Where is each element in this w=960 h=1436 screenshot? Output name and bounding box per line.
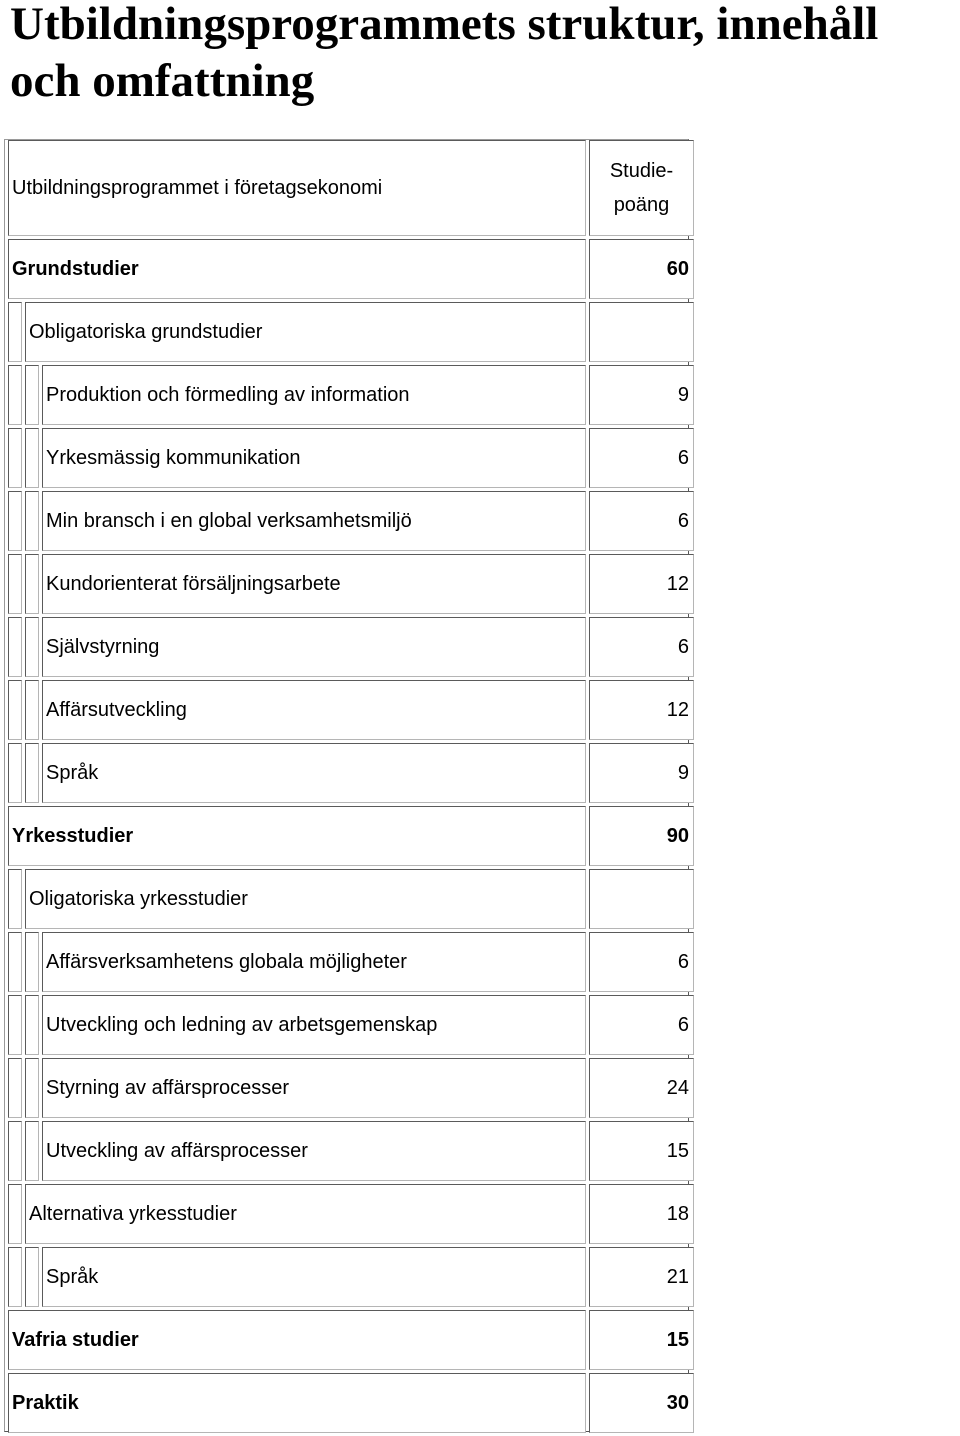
row-credits: 18 [589,1184,694,1244]
indent-cell [8,932,22,992]
row-label: Oligatoriska yrkesstudier [25,869,586,929]
indent-cell [8,365,22,425]
table-header-row [5,140,695,236]
page-title: Utbildningsprogrammets struktur, innehåll och omfattning [10,0,879,107]
row-label: Alternativa yrkesstudier [25,1184,586,1244]
indent-cell [8,680,22,740]
row-credits [589,869,694,929]
table-row [5,1058,695,1118]
indent-cell [8,1184,22,1244]
row-label: Affärsverksamhetens globala möjligheter [42,932,586,992]
row-label: Yrkesmässig kommunikation [42,428,586,488]
row-credits: 6 [589,932,694,992]
table-row [5,806,695,866]
indent-cell [8,995,22,1055]
row-credits: 6 [589,428,694,488]
indent-cell [25,491,39,551]
indent-cell [25,617,39,677]
indent-cell [25,680,39,740]
table-row [5,1247,695,1307]
row-credits: 15 [589,1310,694,1370]
row-credits: 15 [589,1121,694,1181]
indent-cell [8,617,22,677]
indent-cell [25,554,39,614]
row-label: Självstyrning [42,617,586,677]
row-label: Produktion och förmedling av information [42,365,586,425]
indent-cell [8,1121,22,1181]
row-label: Kundorienterat försäljningsarbete [42,554,586,614]
indent-cell [8,428,22,488]
indent-cell [8,491,22,551]
table-row [5,869,695,929]
row-label: Styrning av affärsprocesser [42,1058,586,1118]
credits-header [589,140,694,236]
table-row [5,1310,695,1370]
row-label: Vafria studier [8,1310,586,1370]
table-row [5,1184,695,1244]
table-row [5,995,695,1055]
indent-cell [8,1058,22,1118]
row-label: Obligatoriska grundstudier [25,302,586,362]
indent-cell [25,1247,39,1307]
table-row [5,1121,695,1181]
credits-header-label: Studie- poäng [609,160,674,216]
indent-cell [25,1121,39,1181]
table-row [5,617,695,677]
program-structure-table [4,139,689,1432]
program-name-header: Utbildningsprogrammet i företagsekonomi [8,140,586,236]
indent-cell [25,365,39,425]
row-credits: 12 [589,554,694,614]
row-credits: 21 [589,1247,694,1307]
table-row [5,743,695,803]
row-credits: 90 [589,806,694,866]
row-label: Min bransch i en global verksamhetsmiljö [42,491,586,551]
table-row [5,1373,695,1433]
row-credits: 6 [589,491,694,551]
row-credits: 6 [589,995,694,1055]
table-row [5,932,695,992]
row-credits: 6 [589,617,694,677]
table-row [5,680,695,740]
table-row [5,428,695,488]
indent-cell [8,554,22,614]
indent-cell [8,869,22,929]
row-label: Utveckling av affärsprocesser [42,1121,586,1181]
row-label: Språk [42,743,586,803]
row-label: Yrkesstudier [8,806,586,866]
row-credits [589,302,694,362]
row-label: Utveckling och ledning av arbetsgemenskap [42,995,586,1055]
indent-cell [8,743,22,803]
indent-cell [8,302,22,362]
row-credits: 12 [589,680,694,740]
indent-cell [25,932,39,992]
row-credits: 24 [589,1058,694,1118]
indent-cell [25,428,39,488]
row-credits: 9 [589,743,694,803]
table-row [5,491,695,551]
row-label: Språk [42,1247,586,1307]
row-credits: 9 [589,365,694,425]
indent-cell [8,1247,22,1307]
table-row [5,302,695,362]
table-row [5,239,695,299]
row-label: Praktik [8,1373,586,1433]
row-credits: 30 [589,1373,694,1433]
indent-cell [25,1058,39,1118]
row-label: Grundstudier [8,239,586,299]
indent-cell [25,743,39,803]
table-row [5,365,695,425]
row-label: Affärsutveckling [42,680,586,740]
indent-cell [25,995,39,1055]
row-credits: 60 [589,239,694,299]
table-row [5,554,695,614]
